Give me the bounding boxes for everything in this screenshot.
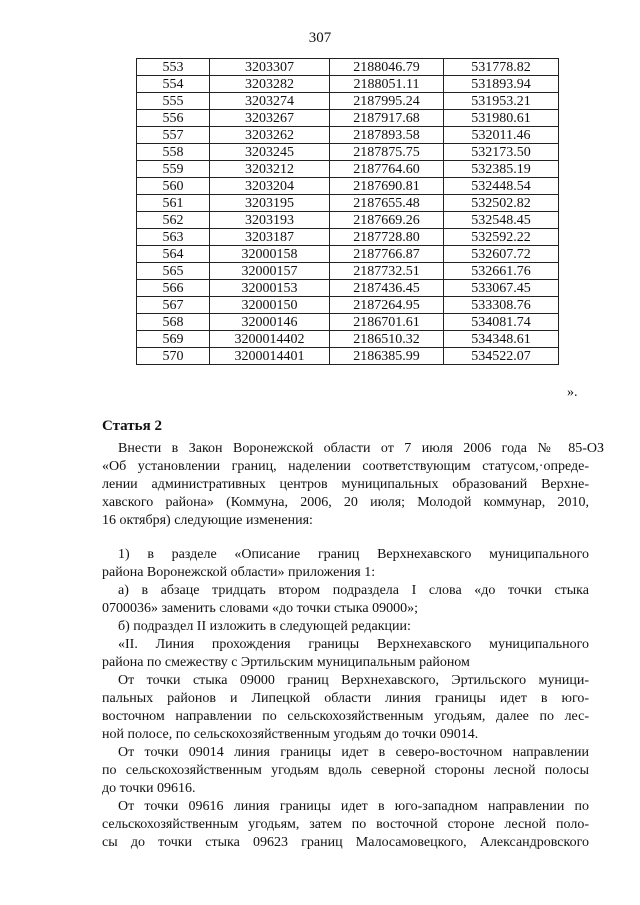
point-code-cell: 3203282	[210, 76, 330, 93]
article-heading: Статья 2	[102, 418, 162, 434]
paragraph-line: От точки стыка 09000 границ Верхнехавского, Эртильского муници-	[118, 673, 589, 688]
point-code-cell: 32000158	[210, 246, 330, 263]
point-code-cell: 3203262	[210, 127, 330, 144]
paragraph-line: сы до точки стыка 09623 границ Малосамовецкого, Александровского	[102, 835, 589, 850]
table-row	[137, 280, 559, 297]
y-coordinate-cell: 531953.21	[444, 93, 559, 110]
x-coordinate-cell: 2188046.79	[330, 59, 444, 76]
point-number-cell: 557	[137, 127, 210, 144]
point-number-cell: 566	[137, 280, 210, 297]
x-coordinate-cell: 2188051.11	[330, 76, 444, 93]
point-code-cell: 3203193	[210, 212, 330, 229]
x-coordinate-cell: 2187732.51	[330, 263, 444, 280]
paragraph-line: района по смежеству с Эртильским муниципальным районом	[102, 655, 470, 670]
y-coordinate-cell: 532011.46	[444, 127, 559, 144]
paragraph-line: пальных районов и Липецкой области линия границы идет в юго-	[102, 691, 589, 706]
paragraph-line: «Об установлении границ, наделении соответствующим статусом,·опреде-	[102, 459, 589, 474]
y-coordinate-cell: 533308.76	[444, 297, 559, 314]
x-coordinate-cell: 2187764.60	[330, 161, 444, 178]
table-row	[137, 161, 559, 178]
point-code-cell: 3203187	[210, 229, 330, 246]
paragraph-line: до точки 09616.	[102, 781, 196, 796]
point-number-cell: 562	[137, 212, 210, 229]
table-row	[137, 212, 559, 229]
point-code-cell: 3203245	[210, 144, 330, 161]
x-coordinate-cell: 2187917.68	[330, 110, 444, 127]
table-row	[137, 144, 559, 161]
point-number-cell: 556	[137, 110, 210, 127]
y-coordinate-cell: 531893.94	[444, 76, 559, 93]
point-code-cell: 3200014401	[210, 348, 330, 365]
point-code-cell: 32000150	[210, 297, 330, 314]
point-number-cell: 555	[137, 93, 210, 110]
y-coordinate-cell: 531980.61	[444, 110, 559, 127]
point-code-cell: 32000153	[210, 280, 330, 297]
table-row	[137, 93, 559, 110]
table-row	[137, 195, 559, 212]
paragraph-line: района Воронежской области» приложения 1:	[102, 565, 376, 580]
point-number-cell: 564	[137, 246, 210, 263]
point-code-cell: 3203204	[210, 178, 330, 195]
y-coordinate-cell: 532661.76	[444, 263, 559, 280]
x-coordinate-cell: 2187766.87	[330, 246, 444, 263]
y-coordinate-cell: 531778.82	[444, 59, 559, 76]
paragraph-line: хавского района» (Коммуна, 2006, 20 июля; Молодой коммунар, 2010,	[102, 495, 589, 510]
coordinates-table	[136, 58, 559, 365]
point-number-cell: 568	[137, 314, 210, 331]
point-number-cell: 569	[137, 331, 210, 348]
point-number-cell: 553	[137, 59, 210, 76]
table-row	[137, 348, 559, 365]
x-coordinate-cell: 2187875.75	[330, 144, 444, 161]
table-row	[137, 297, 559, 314]
paragraph-line: а) в абзаце тридцать втором подраздела I слова «до точки стыка	[118, 583, 589, 598]
y-coordinate-cell: 532385.19	[444, 161, 559, 178]
paragraph-line: Внести в Закон Воронежской области от 7 июля 2006 года № 85-ОЗ	[118, 441, 604, 456]
paragraph-line: 16 октября) следующие изменения:	[102, 513, 313, 528]
point-number-cell: 567	[137, 297, 210, 314]
paragraph-line: 0700036» заменить словами «до точки стыка 09000»;	[102, 601, 418, 616]
table-row	[137, 127, 559, 144]
x-coordinate-cell: 2187728.80	[330, 229, 444, 246]
paragraph-line: От точки 09014 линия границы идет в северо-восточном направлении	[118, 745, 589, 760]
table-row	[137, 110, 559, 127]
point-number-cell: 563	[137, 229, 210, 246]
page-number: 307	[308, 30, 332, 46]
x-coordinate-cell: 2186701.61	[330, 314, 444, 331]
paragraph-line: «II. Линия прохождения границы Верхнехавского муниципального	[118, 637, 589, 652]
paragraph-line: б) подраздел II изложить в следующей редакции:	[118, 619, 411, 634]
point-code-cell: 3203195	[210, 195, 330, 212]
point-number-cell: 565	[137, 263, 210, 280]
y-coordinate-cell: 534522.07	[444, 348, 559, 365]
closing-quote: ».	[567, 385, 578, 400]
paragraph-line: лении административных центров муниципальных образований Верхне-	[102, 477, 589, 492]
point-code-cell: 32000157	[210, 263, 330, 280]
table-row	[137, 178, 559, 195]
y-coordinate-cell: 532502.82	[444, 195, 559, 212]
y-coordinate-cell: 532448.54	[444, 178, 559, 195]
point-number-cell: 561	[137, 195, 210, 212]
point-code-cell: 3203307	[210, 59, 330, 76]
y-coordinate-cell: 532173.50	[444, 144, 559, 161]
table-row	[137, 263, 559, 280]
point-number-cell: 558	[137, 144, 210, 161]
paragraph-line: восточном направлении по сельскохозяйственным угодьям, далее по лес-	[102, 709, 589, 724]
point-code-cell: 3203274	[210, 93, 330, 110]
point-number-cell: 570	[137, 348, 210, 365]
x-coordinate-cell: 2187893.58	[330, 127, 444, 144]
y-coordinate-cell: 532592.22	[444, 229, 559, 246]
table-row	[137, 246, 559, 263]
x-coordinate-cell: 2187995.24	[330, 93, 444, 110]
paragraph-line: сельскохозяйственным угодьям, затем по восточной стороне лесной поло-	[102, 817, 589, 832]
x-coordinate-cell: 2186385.99	[330, 348, 444, 365]
table-row	[137, 331, 559, 348]
point-code-cell: 3200014402	[210, 331, 330, 348]
point-code-cell: 3203267	[210, 110, 330, 127]
y-coordinate-cell: 532548.45	[444, 212, 559, 229]
y-coordinate-cell: 534081.74	[444, 314, 559, 331]
x-coordinate-cell: 2187690.81	[330, 178, 444, 195]
table-row	[137, 59, 559, 76]
point-code-cell: 32000146	[210, 314, 330, 331]
y-coordinate-cell: 532607.72	[444, 246, 559, 263]
table-row	[137, 229, 559, 246]
paragraph-line: ной полосе, по сельскохозяйственным угодьям до точки 09014.	[102, 727, 479, 742]
paragraph-line: 1) в разделе «Описание границ Верхнехавского муниципального	[118, 547, 589, 562]
point-code-cell: 3203212	[210, 161, 330, 178]
y-coordinate-cell: 534348.61	[444, 331, 559, 348]
point-number-cell: 560	[137, 178, 210, 195]
table-row	[137, 314, 559, 331]
paragraph-line: по сельскохозяйственным угодьям вдоль северной стороны лесной полосы	[102, 763, 589, 778]
table-row	[137, 76, 559, 93]
x-coordinate-cell: 2187436.45	[330, 280, 444, 297]
x-coordinate-cell: 2187264.95	[330, 297, 444, 314]
x-coordinate-cell: 2187669.26	[330, 212, 444, 229]
paragraph-line: От точки 09616 линия границы идет в юго-западном направлении по	[118, 799, 589, 814]
y-coordinate-cell: 533067.45	[444, 280, 559, 297]
x-coordinate-cell: 2186510.32	[330, 331, 444, 348]
x-coordinate-cell: 2187655.48	[330, 195, 444, 212]
coordinates-table-body	[137, 59, 559, 365]
point-number-cell: 554	[137, 76, 210, 93]
point-number-cell: 559	[137, 161, 210, 178]
